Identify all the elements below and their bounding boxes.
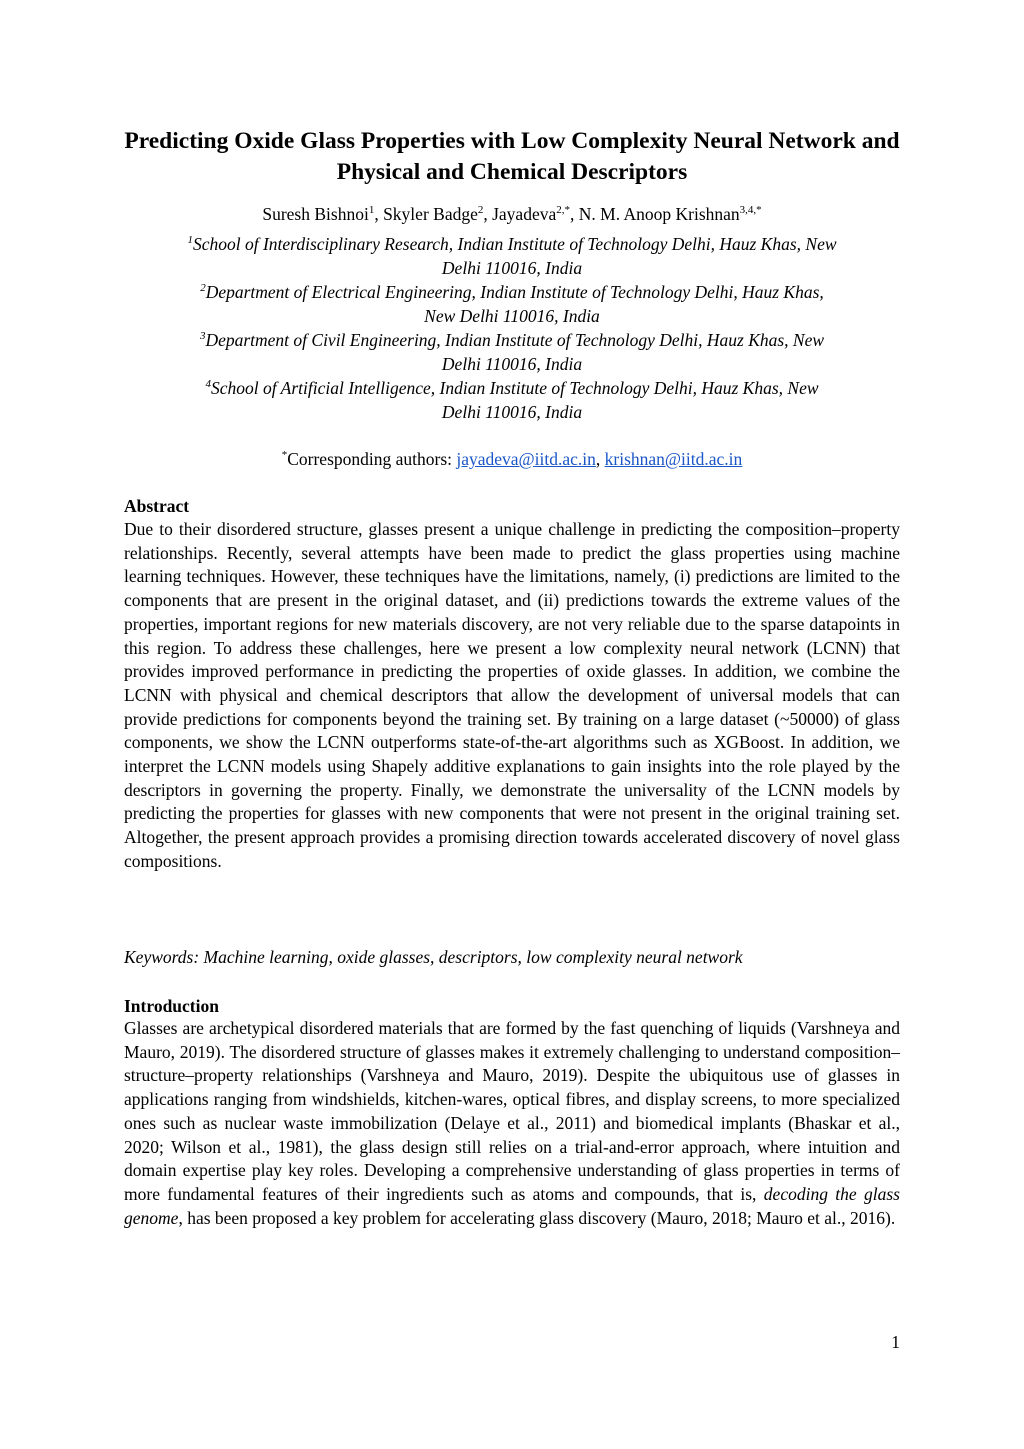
author-name: Suresh Bishnoi — [262, 204, 369, 224]
email-link-jayadeva[interactable]: jayadeva@iitd.ac.in — [456, 449, 596, 469]
author-list: Suresh Bishnoi$^1$, Skyler Badge$^2$, Jayadeva$^{2,*}$, N. M. Anoop Krishnan$^{3,4,*}$ — [262, 204, 762, 224]
abstract-text: Due to their disordered structure, glasses present a unique challenge in predicting the composition–property relationships. Recently, several attempts have been made to predict the glass properties using machine learning techniques. However, these techniques have the limitations, namely, (i) predictions are limited to the components that are present in the original dataset, and (ii) predictions towards the extreme values of the properties, important regions for new materials discovery, are not very reliable due to the sparse datapoints in this region. To address these challenges, here we present a low complexity neural network (LCNN) that provides improved performance in predicting the properties of oxide glasses. In addition, we combine the LCNN with physical and chemical descriptors that allow the development of universal models that can provide predictions for components beyond the training set. By training on a large dataset (~50000) of glass components, we show the LCNN outperforms state-of-the-art algorithms such as XGBoost. In addition, we interpret the LCNN models using Shapely additive explanations to gain insights into the role played by the descriptors in governing the property. Finally, we demonstrate the universality of the LCNN models by predicting the properties for glasses with new components that were not present in the original training set. Altogether, the present approach provides a promising direction towards accelerated discovery of novel glass compositions. — [124, 519, 900, 871]
affiliation-4: $^4$School of Artificial Intelligence, Indian Institute of Technology Delhi, Hauz Khas, New Delhi 110016, India — [205, 378, 819, 422]
affiliation-3: $^3$Department of Civil Engineering, Indian Institute of Technology Delhi, Hauz Khas, New Delhi 110016, India — [199, 330, 825, 374]
email-link-krishnan[interactable]: krishnan@iitd.ac.in — [604, 449, 743, 469]
emphasis-glass-genome: decoding the glass genome — [124, 1183, 900, 1228]
author-affiliation-marker: 2,* — [556, 204, 570, 217]
corresponding-marker: * — [281, 449, 288, 462]
affiliation-number: 1 — [187, 234, 193, 247]
corresponding-authors: *Corresponding authors: jayadeva@iitd.ac.in, krishnan@iitd.ac.in — [281, 449, 743, 469]
author-name: Jayadeva — [492, 204, 557, 224]
author-affiliation-marker: 3,4,* — [739, 204, 762, 217]
paper-title: Predicting Oxide Glass Properties with Low Complexity Neural Network and Physical and Chemical Descriptors — [124, 128, 900, 185]
affiliation-number: 3 — [199, 330, 206, 343]
introduction-heading: Introduction — [124, 996, 219, 1016]
author-name: N. M. Anoop Krishnan — [578, 204, 740, 224]
introduction-text: Glasses are archetypical disordered materials that are formed by the fast quenching of liquids (Varshneya and Mauro, 2019). The disordered structure of glasses makes it extremely challenging to understand composition–structure–property relationships (Varshneya and Mauro, 2019). Despite the ubiquitous use of glasses in applications ranging from windshields, kitchen-wares, optical fibres, and display screens, to more specialized ones such as nuclear waste immobilization (Delaye et al., 2011) and biomedical implants (Bhaskar et al., 2020; Wilson et al., 1981), the glass design still relies on a trial-and-error approach, where intuition and domain expertise play key roles. Developing a comprehensive understanding of glass properties in terms of more fundamental features of their ingredients such as atoms and compounds, that is, decoding the glass genome, has been proposed a key problem for accelerating glass discovery (Mauro, 2018; Mauro et al., 2016). — [124, 1018, 900, 1228]
affiliation-number: 4 — [205, 378, 211, 391]
keywords: Keywords: Machine learning, oxide glasses, descriptors, low complexity neural network — [124, 947, 743, 967]
author-name: Skyler Badge — [383, 204, 478, 224]
abstract-heading: Abstract — [124, 496, 190, 516]
affiliation-number: 2 — [200, 282, 206, 295]
author-affiliation-marker: 2 — [477, 204, 484, 217]
affiliation-2: $^2$Department of Electrical Engineering, Indian Institute of Technology Delhi, Hauz Khas, New Delhi 110016, India — [200, 282, 824, 326]
page-number: 1 — [891, 1332, 900, 1352]
author-affiliation-marker: 1 — [368, 204, 375, 217]
affiliation-1: $^1$School of Interdisciplinary Research, Indian Institute of Technology Delhi, Hauz Khas, New Delhi 110016, India — [187, 234, 837, 278]
